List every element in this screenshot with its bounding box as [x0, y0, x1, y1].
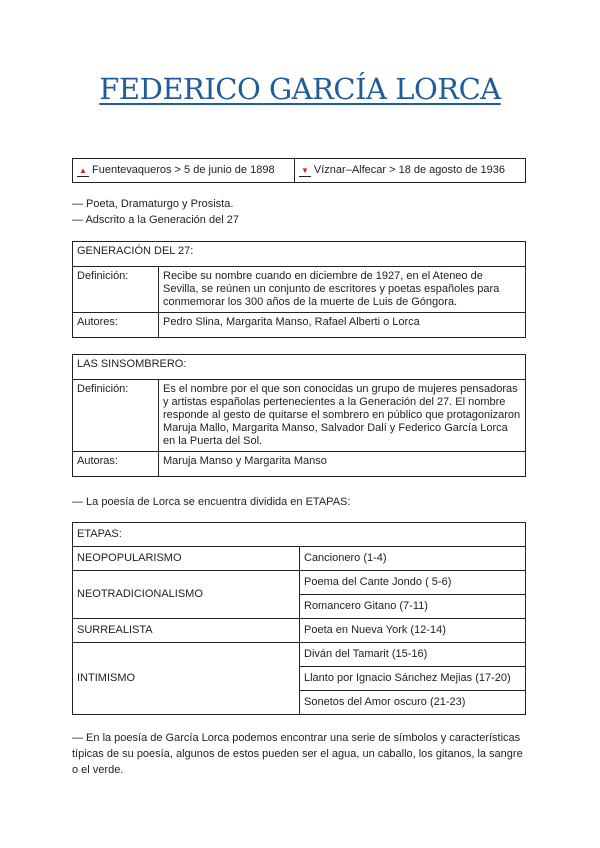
triangle-up-icon: ▲: [77, 166, 89, 177]
authors-text: Maruja Manso y Margarita Manso: [159, 452, 526, 477]
bullet-line: — Adscrito a la Generación del 27: [72, 214, 239, 226]
stage-work: Sonetos del Amor oscuro (21-23): [300, 691, 526, 715]
stage-work: Llanto por Ignacio Sánchez Mejias (17-20): [300, 667, 526, 691]
birth-cell: [73, 159, 295, 183]
page-title: FEDERICO GARCÍA LORCA: [99, 72, 501, 106]
etapas-header: ETAPAS:: [73, 523, 526, 547]
life-dates-table: [72, 158, 526, 183]
stage-name: SURREALISTA: [73, 619, 300, 643]
stage-name: INTIMISMO: [73, 643, 300, 715]
death-cell: [294, 159, 525, 183]
stage-work: Romancero Gitano (7-11): [300, 595, 526, 619]
stage-work: Cancionero (1-4): [300, 547, 526, 571]
stage-work: Poema del Cante Jondo ( 5-6): [300, 571, 526, 595]
definition-text: Recibe su nombre cuando en diciembre de 1927, en el Ateneo de Sevilla, se reúnen un conjunto de escritores y poetas españoles para conmemorar los 300 años de la muerte de Luis de Góngora.: [159, 267, 526, 313]
authors-label: Autoras:: [73, 452, 159, 477]
stage-work: Diván del Tamarit (15-16): [300, 643, 526, 667]
triangle-down-icon: ▼: [299, 166, 311, 177]
definition-label: Definición:: [73, 267, 159, 313]
sinsombrero-header: LAS SINSOMBRERO:: [73, 355, 526, 380]
closing-paragraph: — En la poesía de García Lorca podemos encontrar una serie de símbolos y características típicas de su poesía, algunos de estos pueden ser el agua, un caballo, los gitanos, la sangre o el verde.: [72, 732, 523, 776]
authors-label: Autores:: [73, 313, 159, 338]
generacion-header: GENERACIÓN DEL 27:: [73, 242, 526, 267]
generacion-table: [72, 241, 526, 338]
definition-text: Es el nombre por el que son conocidas un grupo de mujeres pensadoras y artistas españolas pertenecientes a la Generación del 27. El nombre responde al gesto de quitarse el sombrero en público que protagonizaron Maruja Mallo, Margarita Manso, Salvador Dalí y Federico García Lorca en la Puerta del Sol.: [159, 380, 526, 452]
definition-label: Definición:: [73, 380, 159, 452]
death-text: Víznar–Alfecar > 18 de agosto de 1936: [313, 163, 506, 176]
stage-name: NEOPOPULARISMO: [73, 547, 300, 571]
stage-work: Poeta en Nueva York (12-14): [300, 619, 526, 643]
etapas-intro: — La poesía de Lorca se encuentra dividida en ETAPAS:: [72, 496, 351, 508]
authors-text: Pedro Slina, Margarita Manso, Rafael Alberti o Lorca: [159, 313, 526, 338]
bullet-line: — Poeta, Dramaturgo y Prosista.: [72, 198, 234, 210]
stage-name: NEOTRADICIONALISMO: [73, 571, 300, 619]
sinsombrero-table: [72, 354, 526, 477]
birth-text: Fuentevaqueros > 5 de junio de 1898: [92, 163, 275, 176]
etapas-table: [72, 522, 526, 715]
